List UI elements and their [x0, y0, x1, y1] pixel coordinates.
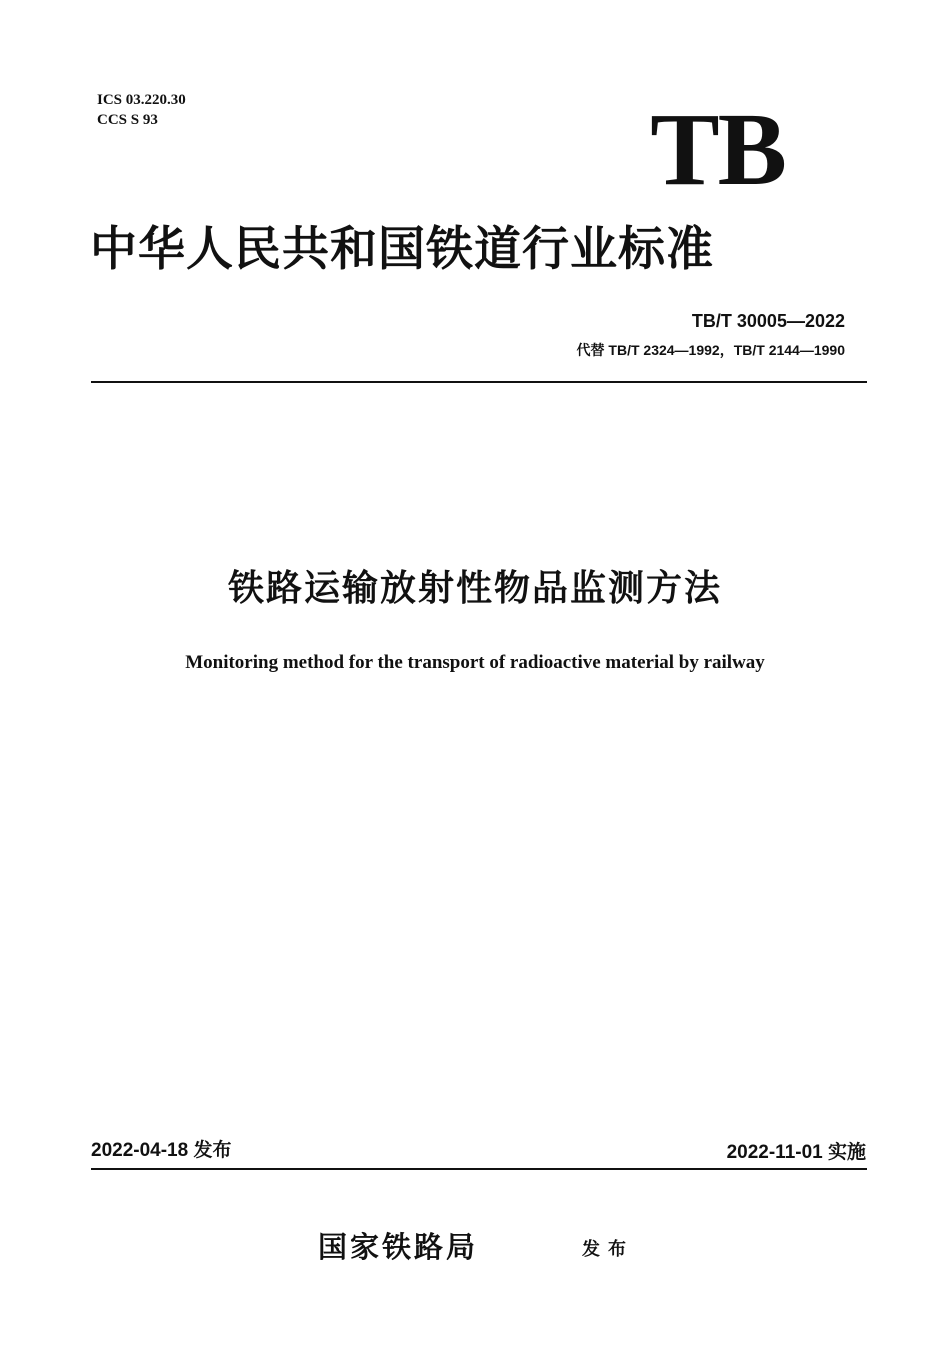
issuer: 国家铁路局: [318, 1230, 479, 1264]
replaced-standards: 代替 TB/T 2324—1992，TB/T 2144—1990: [576, 342, 845, 358]
issuer-action: 发布: [582, 1239, 634, 1260]
title-english: Monitoring method for the transport of radioactive material by railway: [185, 652, 765, 673]
ics-code: ICS 03.220.30: [97, 92, 186, 108]
title-chinese: 铁路运输放射性物品监测方法: [227, 568, 722, 609]
footer-divider: [91, 1168, 867, 1170]
issue-date: 2022-04-18 发布: [91, 1140, 232, 1161]
standard-category: 中华人民共和国铁道行业标准: [90, 222, 714, 277]
header-divider: [91, 381, 867, 383]
standard-number: TB/T 30005—2022: [691, 311, 845, 331]
implementation-date: 2022-11-01 实施: [726, 1142, 866, 1163]
classification-codes: [97, 90, 186, 130]
tb-logo: TB: [650, 92, 785, 207]
ccs-code: CCS S 93: [97, 112, 158, 128]
